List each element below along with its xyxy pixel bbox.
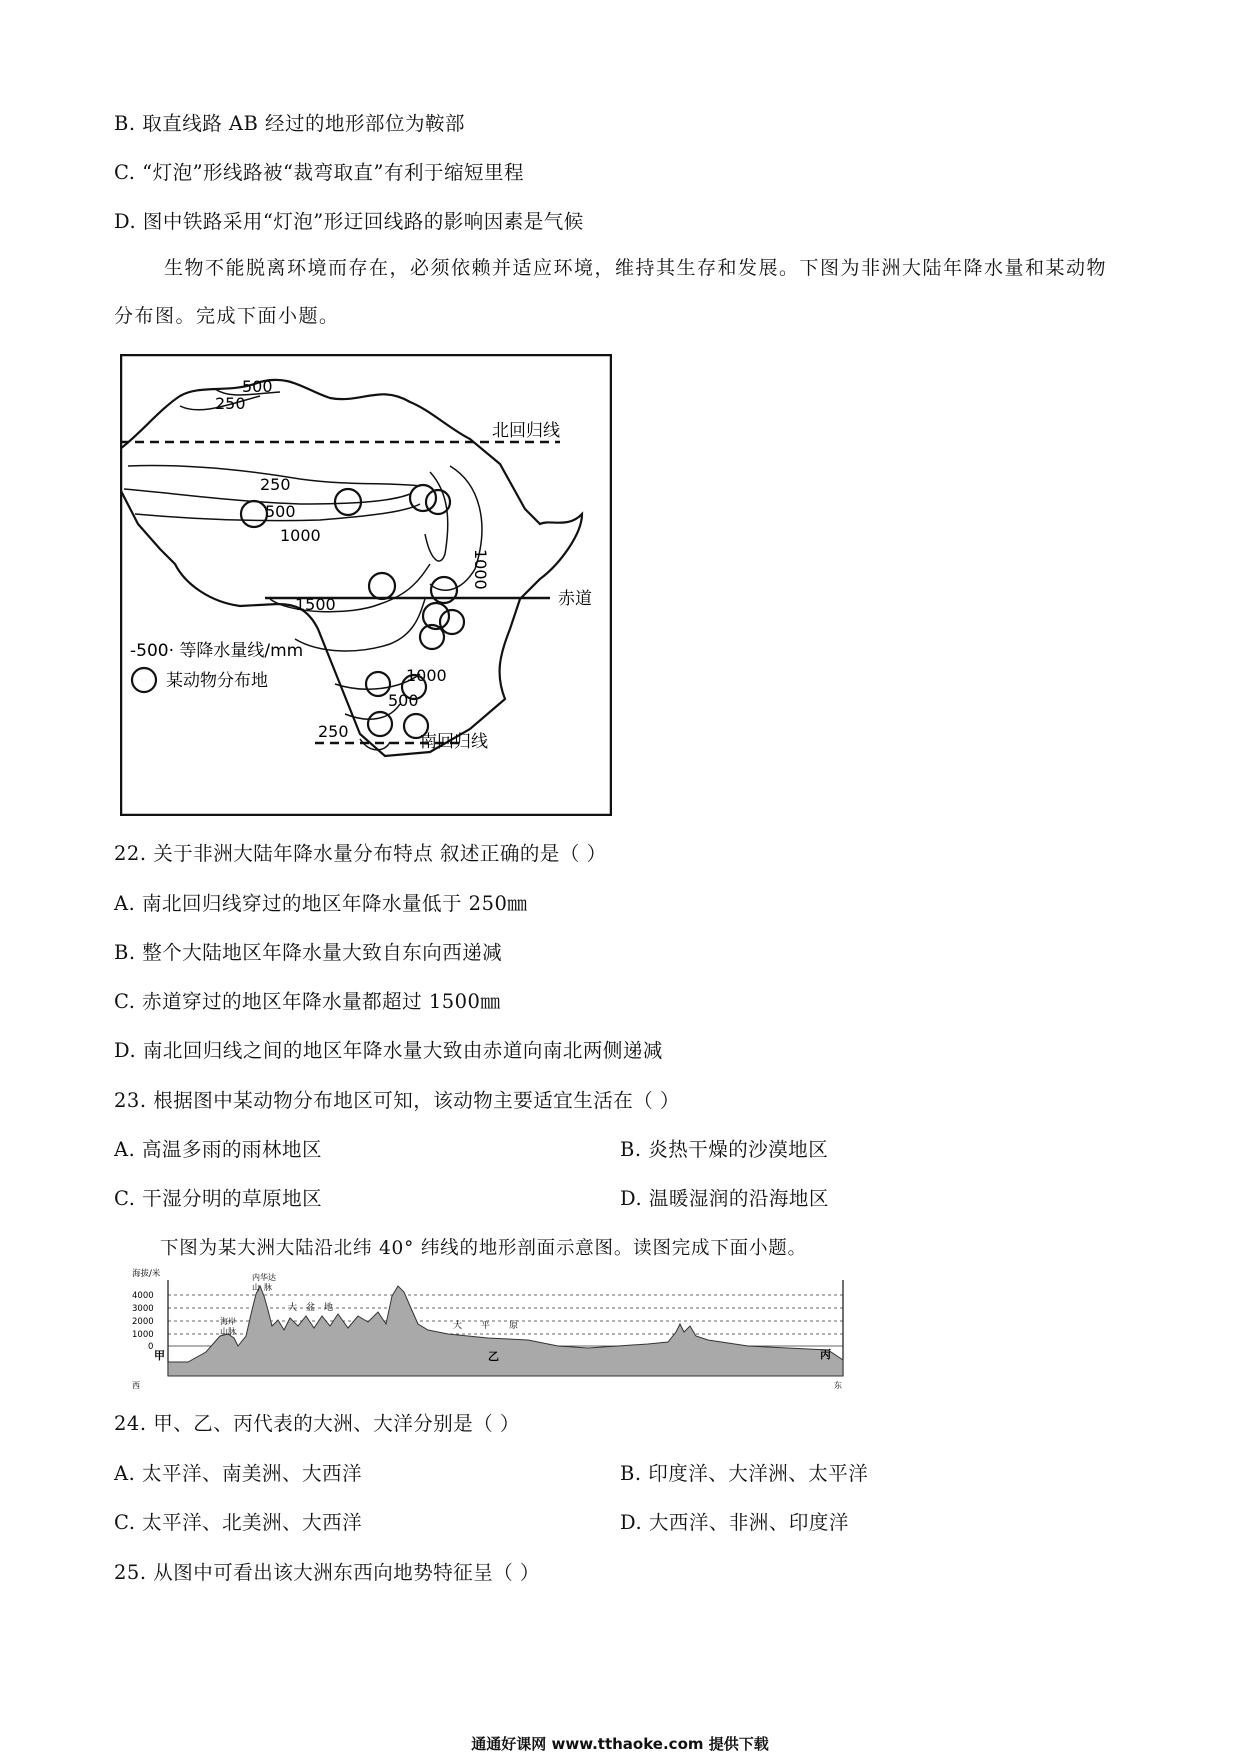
contour-label: 500 [242, 377, 273, 396]
q23-option-c: C. 干湿分明的草原地区 [114, 1187, 323, 1210]
option-b-prev: B. 取直线路 AB 经过的地形部位为鞍部 [114, 112, 466, 135]
profile-label: 平 [481, 1321, 491, 1331]
legend-animal: 某动物分布地 [166, 671, 268, 691]
profile-label: 海岸 [220, 1317, 236, 1326]
intro-paragraph-2: 下图为某大洲大陆沿北纬 40° 纬线的地形剖面示意图。读图完成下面小题。 [160, 1238, 807, 1259]
east-label: 东 [834, 1381, 842, 1390]
contour-label: 1000 [406, 666, 447, 685]
profile-label: 山 [252, 1283, 260, 1292]
option-d-prev: D. 图中铁路采用“灯泡”形迂回线路的影响因素是气候 [114, 210, 584, 233]
terrain-profile [128, 1266, 848, 1390]
profile-label: 内华达 [252, 1273, 276, 1282]
contour-label: 250 [215, 394, 246, 413]
q22-option-d: D. 南北回归线之间的地区年降水量大致由赤道向南北两侧递减 [114, 1039, 663, 1062]
tropic-of-cancer-label: 北回归线 [492, 421, 560, 441]
profile-label: 原 [509, 1321, 519, 1331]
tick-label: 0 [148, 1342, 154, 1352]
contour-label: 500 [388, 691, 419, 710]
question-23-stem: 23. 根据图中某动物分布地区可知，该动物主要适宜生活在（ ） [114, 1089, 680, 1112]
terrain-area [168, 1286, 843, 1376]
contour-label: 1000 [471, 549, 490, 590]
label-jia: 甲 [154, 1349, 165, 1362]
label-yi: 乙 [488, 1350, 499, 1363]
contour-label: 500 [265, 502, 296, 521]
q24-option-b: B. 印度洋、大洋洲、太平洋 [620, 1462, 869, 1485]
contour-label: 1000 [280, 526, 321, 545]
tropic-of-capricorn-label: 南回归线 [420, 732, 488, 752]
tick-label: 3000 [132, 1304, 154, 1314]
africa-precipitation-map [120, 354, 612, 816]
contour-label: 250 [318, 722, 349, 741]
profile-label: 盆 [306, 1303, 316, 1313]
profile-label: 脉 [264, 1283, 272, 1292]
tick-label: 1000 [132, 1330, 154, 1340]
question-25-stem: 25. 从图中可看出该大洲东西向地势特征呈（ ） [114, 1561, 540, 1584]
profile-label: 大 [288, 1303, 298, 1313]
q22-option-c: C. 赤道穿过的地区年降水量都超过 1500㎜ [114, 990, 501, 1013]
q23-option-d: D. 温暖湿润的沿海地区 [620, 1187, 829, 1210]
contour-label: 1500 [295, 595, 336, 614]
profile-label: 山脉 [220, 1327, 236, 1336]
west-label: 西 [132, 1381, 140, 1390]
profile-ylabel: 海拔/米 [132, 1269, 161, 1279]
profile-label: 地 [324, 1303, 334, 1313]
tick-label: 2000 [132, 1317, 154, 1327]
label-bing: 丙 [820, 1348, 831, 1361]
legend-isohyet: -500· 等降水量线/mm [130, 641, 304, 661]
intro-paragraph-1: 生物不能脱离环境而存在，必须依赖并适应环境，维持其生存和发展。下图为非洲大陆年降水量和某动物分布图。完成下面小题。 [114, 257, 1108, 327]
contour-label: 250 [260, 475, 291, 494]
tick-label: 4000 [132, 1291, 154, 1301]
q24-option-a: A. 太平洋、南美洲、大西洋 [114, 1462, 362, 1485]
q22-option-a: A. 南北回归线穿过的地区年降水量低于 250㎜ [114, 892, 528, 915]
q22-option-b: B. 整个大陆地区年降水量大致自东向西递减 [114, 941, 503, 964]
q23-option-a: A. 高温多雨的雨林地区 [114, 1138, 322, 1161]
q23-option-b: B. 炎热干燥的沙漠地区 [620, 1138, 829, 1161]
question-24-stem: 24. 甲、乙、丙代表的大洲、大洋分别是（ ） [114, 1412, 520, 1435]
equator-label: 赤道 [558, 589, 592, 609]
q24-option-c: C. 太平洋、北美洲、大西洋 [114, 1511, 363, 1534]
profile-label: 大 [453, 1321, 463, 1331]
footer-credit: 通通好课网 www.tthaoke.com 提供下载 [471, 1735, 769, 1753]
q24-option-d: D. 大西洋、非洲、印度洋 [620, 1511, 849, 1534]
option-c-prev: C. “灯泡”形线路被“裁弯取直”有利于缩短里程 [114, 161, 524, 184]
question-22-stem: 22. 关于非洲大陆年降水量分布特点 叙述正确的是（ ） [114, 842, 607, 865]
